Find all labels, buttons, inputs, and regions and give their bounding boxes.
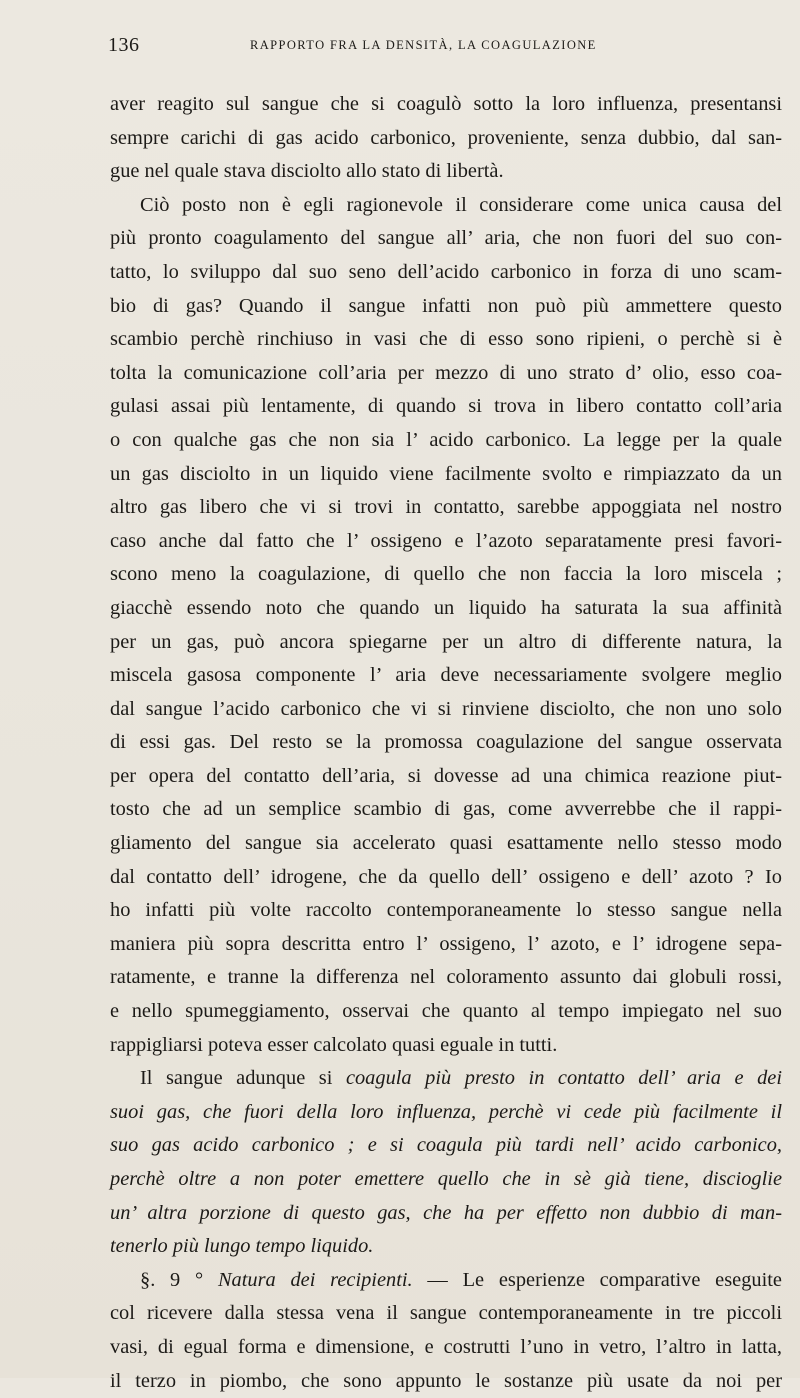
text-line: tenerlo più lungo tempo liquido. <box>110 1235 374 1258</box>
text-line: ratamente, e tranne la differenza nel coloramento assunto dai globuli rossi, <box>110 966 782 989</box>
text-line: un’ altra porzione di questo gas, che ha per effetto non dubbio di man- <box>110 1201 782 1224</box>
text-line: col ricevere dalla stessa vena il sangue contemporaneamente in tre piccoli <box>110 1302 782 1325</box>
text-line: gue nel quale stava disciolto allo stato di libertà. <box>110 160 504 183</box>
text-line: di essi gas. Del resto se la promossa coagulazione del sangue osservata <box>110 731 782 754</box>
text-line: altro gas libero che vi si trovi in contatto, sarebbe appoggiata nel nostro <box>110 496 782 519</box>
text-line: ho infatti più volte raccolto contemporaneamente lo stesso sangue nella <box>110 899 782 922</box>
text-line: per opera del contatto dell’aria, si dovesse ad una chimica reazione piut- <box>110 764 782 787</box>
text-line: vasi, di egual forma e dimensione, e costrutti l’uno in vetro, l’altro in latta, <box>110 1335 782 1358</box>
section-title: Natura dei recipienti. <box>217 1268 413 1291</box>
text-line: suoi gas, che fuori della loro influenza, perchè vi cede più facilmente il <box>110 1100 782 1123</box>
text-line: per un gas, può ancora spiegarne per un altro di differente natura, la <box>110 630 782 653</box>
section-heading-line <box>110 1264 782 1298</box>
text-line: gulasi assai più lentamente, di quando si trova in libero contatto coll’aria <box>110 395 782 418</box>
page-body <box>110 88 782 1398</box>
text-line: tosto che ad un semplice scambio di gas, come avverrebbe che il rappi- <box>110 798 782 821</box>
text-line: scono meno la coagulazione, di quello che non faccia la loro miscela ; <box>110 563 782 586</box>
text-line: il terzo in piombo, che sono appunto le sostanze più usate da noi per <box>110 1369 782 1392</box>
paragraph-1 <box>110 88 782 189</box>
page-number: 136 <box>108 34 140 56</box>
text-line <box>110 1062 782 1096</box>
text-line: tatto, lo sviluppo dal suo seno dell’acido carbonico in forza di uno scam- <box>110 260 782 283</box>
text-line: rappigliarsi poteva esser calcolato quasi eguale in tutti. <box>110 1033 558 1056</box>
text-line: o con qualche gas che non sia l’ acido carbonico. La legge per la quale <box>110 428 782 451</box>
text-line: dal sangue l’acido carbonico che vi si rinviene disciolto, che non uno solo <box>110 697 782 720</box>
text-line: caso anche dal fatto che l’ ossigeno e l’azoto separatamente presi favori- <box>110 529 782 552</box>
paragraph-2 <box>110 189 782 1062</box>
text-line: maniera più sopra descritta entro l’ ossigeno, l’ azoto, e l’ idrogene sepa- <box>110 932 782 955</box>
text-line: tolta la comunicazione coll’aria per mezzo di uno strato d’ olio, esso coa- <box>110 361 782 384</box>
text-line: miscela gasosa componente l’ aria deve necessariamente svolgere meglio <box>110 664 782 687</box>
text-line: Ciò posto non è egli ragionevole il considerare come unica causa del <box>140 193 782 216</box>
text-line: scambio perchè rinchiuso in vasi che di esso sono ripieni, o perchè si è <box>110 328 782 351</box>
text-line: e nello spumeggiamento, osservai che quanto al tempo impiegato nel suo <box>110 1000 782 1023</box>
text-line: bio di gas? Quando il sangue infatti non può più ammettere questo <box>110 294 782 317</box>
text-line: un gas disciolto in un liquido viene facilmente svolto e rimpiazzato da un <box>110 462 782 485</box>
text-line: giacchè essendo noto che quando un liquido ha saturata la sua affinità <box>110 596 782 619</box>
text-line: aver reagito sul sangue che si coagulò sotto la loro influenza, presentansi <box>110 93 782 115</box>
text-line: perchè oltre a non poter emettere quello che in sè già tiene, discioglie <box>110 1168 782 1190</box>
paragraph-3 <box>110 1062 782 1264</box>
page-header <box>108 34 760 58</box>
text-line: più pronto coagulamento del sangue all’ aria, che non fuori del suo con- <box>110 227 782 250</box>
text-line: suo gas acido carbonico ; e si coagula più tardi nell’ acido carbonico, <box>110 1134 782 1157</box>
section-number: §. 9 ° <box>140 1268 204 1291</box>
running-head: RAPPORTO FRA LA DENSITÀ, LA COAGULAZIONE <box>250 38 597 52</box>
text-line: gliamento del sangue sia accelerato quasi esattamente nello stesso modo <box>110 832 782 855</box>
text-italic: coagula più presto in contatto dell’ aria e dei <box>345 1067 782 1090</box>
text-line: sempre carichi di gas acido carbonico, proveniente, senza dubbio, dal san- <box>110 126 782 149</box>
text-line: dal contatto dell’ idrogene, che da quello dell’ ossigeno e dell’ azoto ? Io <box>110 865 782 888</box>
section-dash: — <box>412 1268 463 1291</box>
text-roman: Le esperienze comparative eseguite <box>462 1268 782 1291</box>
text-roman: Il sangue adunque si <box>140 1067 346 1090</box>
